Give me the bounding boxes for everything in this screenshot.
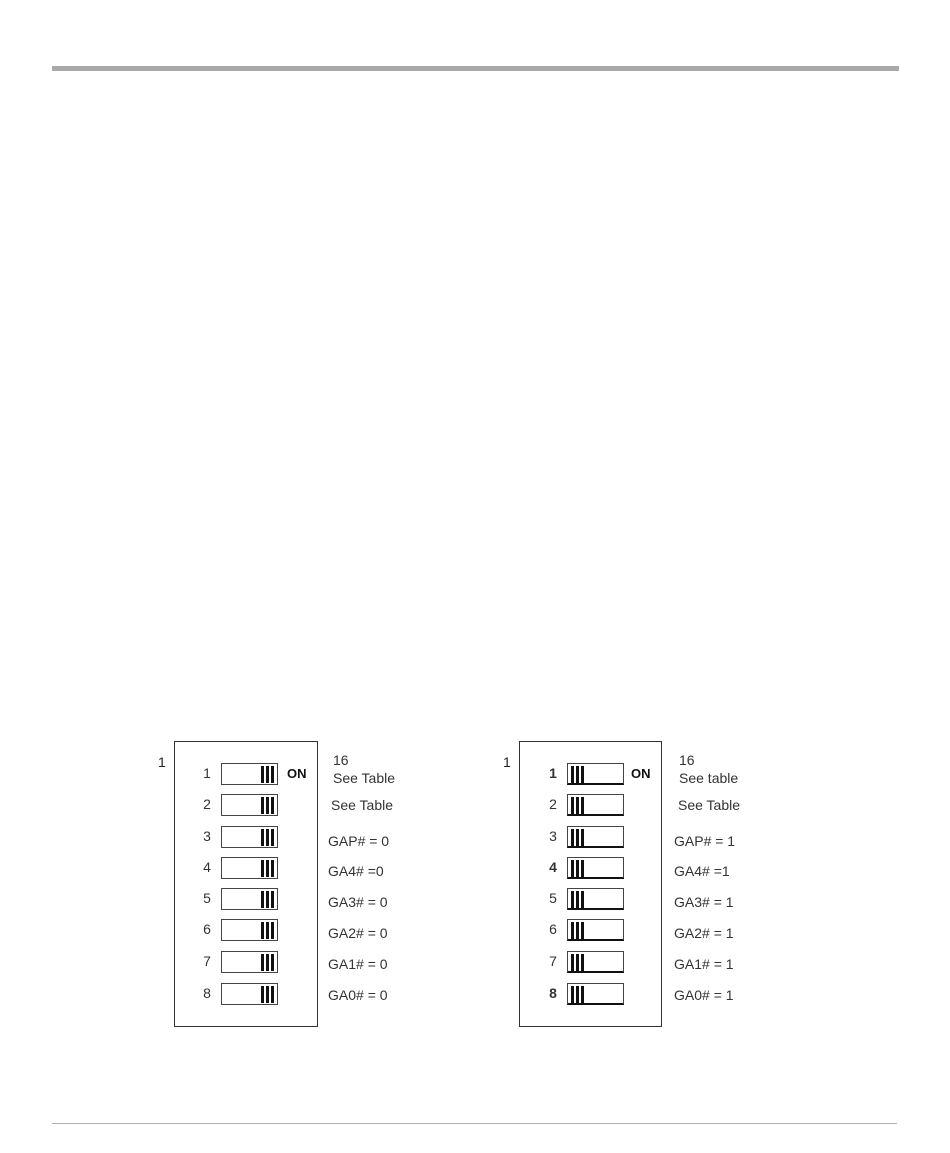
switch-note: GA4# =0 <box>328 863 384 879</box>
switch-note: GA0# = 0 <box>328 987 388 1003</box>
left-header-number: 16 <box>333 752 349 768</box>
switch-note: See Table <box>678 797 741 813</box>
switch-note: See Table <box>331 797 394 813</box>
switch-note: GA1# = 1 <box>674 956 734 972</box>
left-on-label: ON <box>287 766 307 781</box>
left-corner-label: 1 <box>158 754 166 770</box>
switch-number: 8 <box>549 985 557 1001</box>
switch-note: GA2# = 1 <box>674 925 734 941</box>
switch-note: GAP# = 1 <box>674 833 736 849</box>
switch-number: 7 <box>549 953 557 969</box>
switch-note: See Table <box>333 770 396 786</box>
dip-switch-off[interactable] <box>221 763 278 785</box>
top-divider <box>52 66 899 71</box>
switch-number: 7 <box>203 953 211 969</box>
switch-number: 5 <box>203 890 211 906</box>
switch-note: GA0# = 1 <box>674 987 734 1003</box>
switch-number: 8 <box>203 985 211 1001</box>
switch-number: 2 <box>549 796 557 812</box>
dip-switch-on[interactable] <box>567 857 624 879</box>
dip-switch-off[interactable] <box>221 888 278 910</box>
switch-number: 2 <box>203 796 211 812</box>
bottom-divider <box>52 1123 897 1124</box>
switch-note: GA2# = 0 <box>328 925 388 941</box>
dip-switch-on[interactable] <box>567 888 624 910</box>
dip-switch-off[interactable] <box>221 951 278 973</box>
switch-note: GA1# = 0 <box>328 956 388 972</box>
dip-switch-on[interactable] <box>567 919 624 941</box>
switch-number: 4 <box>203 859 211 875</box>
switch-note: GAP# = 0 <box>328 833 390 849</box>
switch-number: 6 <box>549 921 557 937</box>
switch-number: 3 <box>549 828 557 844</box>
right-on-label: ON <box>631 766 651 781</box>
switch-number: 4 <box>549 859 557 875</box>
switch-note: GA4# =1 <box>674 863 730 879</box>
switch-number: 1 <box>203 765 211 781</box>
dip-switch-off[interactable] <box>221 983 278 1005</box>
dip-switch-on[interactable] <box>567 763 624 785</box>
dip-switch-off[interactable] <box>221 919 278 941</box>
dip-switch-on[interactable] <box>567 983 624 1005</box>
switch-note: GA3# = 1 <box>674 894 734 910</box>
dip-switch-on[interactable] <box>567 794 624 816</box>
switch-note: See table <box>679 770 739 786</box>
switch-number: 6 <box>203 921 211 937</box>
dip-switch-off[interactable] <box>221 857 278 879</box>
dip-switch-on[interactable] <box>567 951 624 973</box>
switch-note: GA3# = 0 <box>328 894 388 910</box>
right-header-number: 16 <box>679 752 695 768</box>
dip-switch-off[interactable] <box>221 794 278 816</box>
right-corner-label: 1 <box>503 754 511 770</box>
dip-switch-on[interactable] <box>567 826 624 848</box>
dip-switch-off[interactable] <box>221 826 278 848</box>
switch-number: 1 <box>549 765 557 781</box>
switch-number: 5 <box>549 890 557 906</box>
switch-number: 3 <box>203 828 211 844</box>
